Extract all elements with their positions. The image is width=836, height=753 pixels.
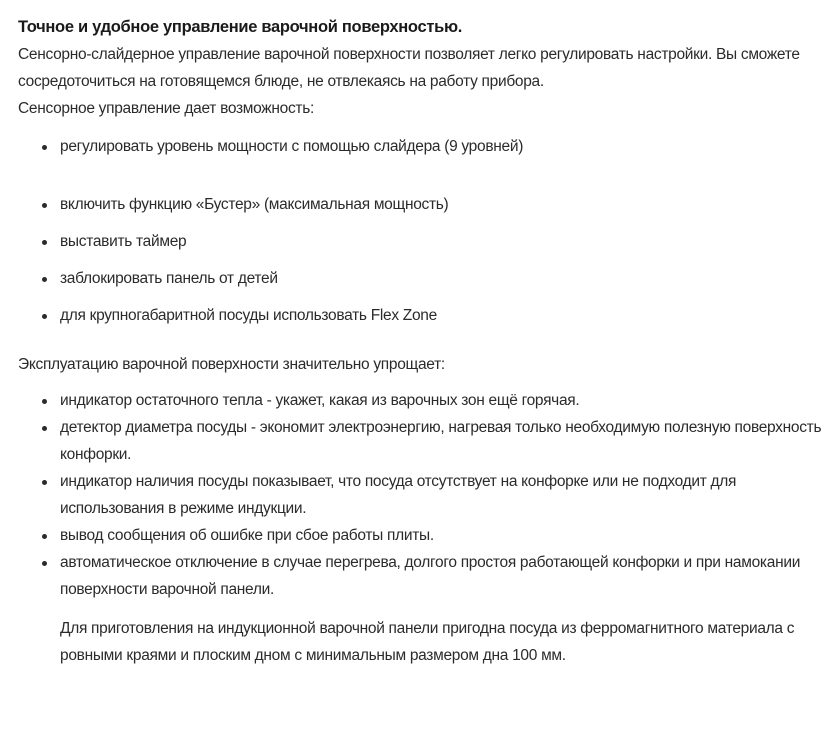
intro-paragraph: Сенсорно-слайдерное управление варочной поверхности позволяет легко регулировать настройки. Вы сможете сосредоточиться на готовящемся блюде, не отвлекаясь на работу прибора. — [18, 46, 800, 90]
list-item: вывод сообщения об ошибке при сбое работы плиты. — [60, 522, 830, 549]
list-item: заблокировать панель от детей — [60, 265, 830, 292]
list-item: выставить таймер — [60, 228, 830, 255]
operation-features-list — [18, 387, 830, 603]
list-item: включить функцию «Бустер» (максимальная мощность) — [60, 191, 830, 218]
list-item: автоматическое отключение в случае перегрева, долгого простоя работающей конфорки и при намокании поверхности варочной панели. — [60, 549, 830, 603]
list-item: регулировать уровень мощности с помощью слайдера (9 уровней) — [60, 133, 830, 160]
list-item: для крупногабаритной посуды использовать Flex Zone — [60, 302, 830, 329]
touch-features-list — [18, 133, 830, 329]
cookware-note: Для приготовления на индукционной варочной панели пригодна посуда из ферромагнитного материала с ровными краями и плоским дном с минимальным размером дна 100 мм. — [60, 620, 795, 664]
operation-heading: Эксплуатацию варочной поверхности значительно упрощает: — [18, 356, 445, 373]
touch-control-heading: Сенсорное управление дает возможность: — [18, 100, 314, 117]
list-item: индикатор наличия посуды показывает, что посуда отсутствует на конфорке или не подходит для использования в режиме индукции. — [60, 468, 830, 522]
section-title: Точное и удобное управление варочной поверхностью. — [18, 18, 463, 36]
list-item: детектор диаметра посуды - экономит электроэнергию, нагревая только необходимую полезную поверхность конфорки. — [60, 414, 830, 468]
list-item: индикатор остаточного тепла - укажет, какая из варочных зон ещё горячая. — [60, 387, 830, 414]
